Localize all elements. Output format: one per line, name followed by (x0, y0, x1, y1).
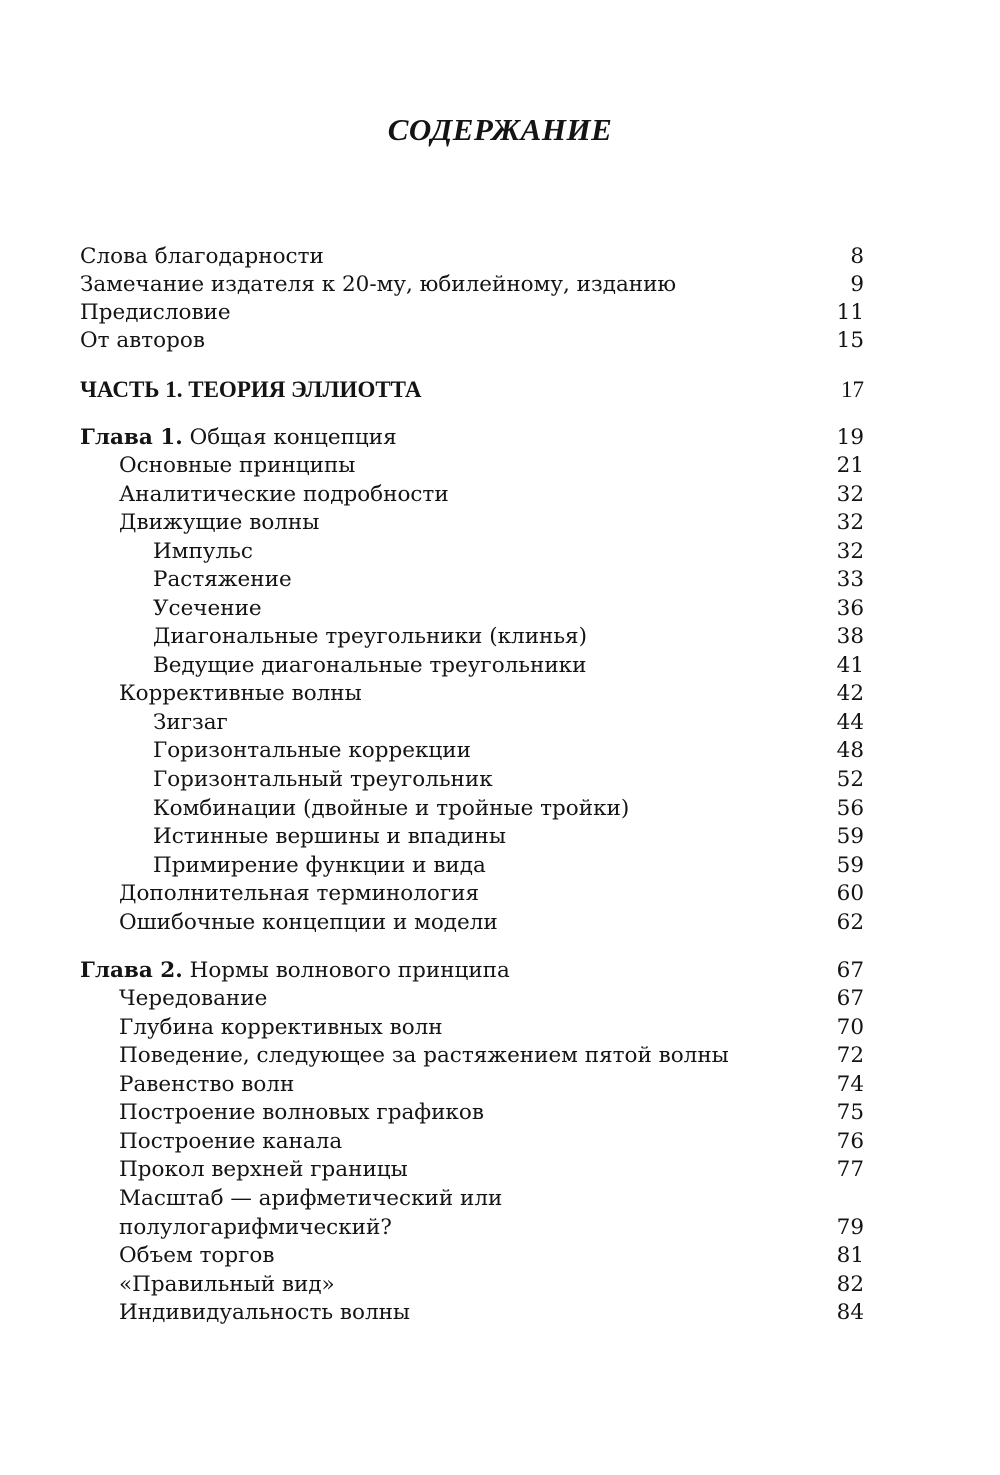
toc-entry-title: Импульс (153, 539, 253, 564)
toc-entry (80, 1042, 864, 1070)
toc-entry-title: Построение волновых графиков (119, 1100, 484, 1125)
toc-entry-title: Поведение, следующее за растяжением пятой волны (119, 1043, 729, 1068)
toc-entry-title: Слова благодарности (80, 244, 324, 269)
toc-entry-page: 33 (836, 567, 864, 592)
toc-entry-page: 60 (836, 881, 864, 906)
toc-entry-page: 32 (836, 482, 864, 507)
toc-entry (80, 243, 864, 271)
page-title: СОДЕРЖАНИЕ (387, 112, 613, 147)
toc-entry-page: 76 (836, 1129, 864, 1154)
toc-entry-title: Основные принципы (119, 453, 356, 478)
toc-entry-title: Объем торгов (119, 1243, 275, 1268)
toc-entry-title: Истинные вершины и впадины (153, 824, 506, 849)
toc-entry-title: Комбинации (двойные и тройные тройки) (153, 796, 630, 821)
toc-entry-title: Замечание издателя к 20-му, юбилейному, изданию (80, 272, 677, 297)
toc-entry-page: 48 (836, 738, 864, 763)
toc-entry-page: 44 (836, 710, 864, 735)
toc-entry-page: 17 (841, 377, 864, 402)
toc-entry-page: 82 (836, 1272, 864, 1297)
toc-entry-page: 8 (850, 244, 864, 269)
toc-entry-page: 41 (836, 653, 864, 678)
toc-entry-page: 21 (836, 453, 864, 478)
toc-entry (80, 481, 864, 509)
toc-entry (80, 271, 864, 299)
toc-entry-title: Примирение функции и вида (153, 853, 486, 878)
toc-entry-title: «Правильный вид» (119, 1272, 335, 1297)
toc-entry-page: 56 (836, 796, 864, 821)
toc-chapter-title (80, 424, 397, 452)
chapter-label: Глава 2. (80, 958, 183, 983)
toc-entry-page: 74 (836, 1072, 864, 1097)
toc-entry-title: Зигзаг (153, 710, 228, 735)
toc-entry-title: Построение канала (119, 1129, 343, 1154)
toc-entry (80, 795, 864, 823)
toc-chapter-heading (80, 957, 864, 985)
toc-entry (80, 709, 864, 737)
chapter-name: Нормы волнового принципа (182, 958, 510, 983)
toc-entry (80, 1156, 864, 1184)
toc-entry-page: 67 (836, 986, 864, 1011)
toc-entry (80, 595, 864, 623)
toc-entry-page: 62 (836, 910, 864, 935)
toc-entry (80, 823, 864, 851)
toc-entry-title: От авторов (80, 328, 205, 353)
chapter-label: Глава 1. (80, 425, 183, 450)
toc-entry (80, 909, 864, 937)
toc-entry-title: Равенство волн (119, 1072, 295, 1097)
toc-chapter-heading (80, 424, 864, 452)
toc-entry-title: Индивидуальность волны (119, 1300, 411, 1325)
toc-entry-page: 77 (836, 1157, 864, 1182)
toc-entry-page: 11 (836, 300, 864, 325)
toc-part-heading (80, 376, 864, 404)
toc-entry (80, 623, 864, 651)
toc-entry (80, 766, 864, 794)
toc-entry-title: Чередование (119, 986, 268, 1011)
toc-entry-title: Ошибочные концепции и модели (119, 910, 498, 935)
toc-entry (80, 452, 864, 480)
toc-entry (80, 566, 864, 594)
toc-entry-title: Ведущие диагональные треугольники (153, 653, 587, 678)
toc-entry (80, 509, 864, 537)
toc-entry (80, 1099, 864, 1127)
toc-entry (80, 1271, 864, 1299)
toc-chapter-title (80, 957, 510, 985)
toc-entry (80, 852, 864, 880)
toc-entry-title: Прокол верхней границы (119, 1157, 408, 1182)
toc-entry-page: 84 (836, 1300, 864, 1325)
toc-entry-page: 19 (836, 425, 864, 450)
toc-entry-page: 81 (836, 1243, 864, 1268)
toc-entry-page: 75 (836, 1100, 864, 1125)
toc-entry-title: Предисловие (80, 300, 231, 325)
toc-entry-page: 32 (836, 510, 864, 535)
toc-entry-page: 59 (836, 853, 864, 878)
toc-entry-page: 70 (836, 1015, 864, 1040)
toc-entry-page: 79 (836, 1215, 864, 1240)
toc-entry-title: Растяжение (153, 567, 292, 592)
toc-entry-title: Движущие волны (119, 510, 320, 535)
toc-entry (80, 680, 864, 708)
toc-entry-title: Глубина коррективных волн (119, 1015, 443, 1040)
toc-entry-title: Диагональные треугольники (клинья) (153, 624, 588, 649)
toc-entry-page: 72 (836, 1043, 864, 1068)
toc-entry (80, 737, 864, 765)
toc-entry-title: Аналитические подробности (119, 482, 449, 507)
toc-entry (80, 985, 864, 1013)
toc-entry-title: Коррективные волны (119, 681, 362, 706)
toc-entry-title: Горизонтальный треугольник (153, 767, 493, 792)
toc-entry-title: Дополнительная терминология (119, 881, 480, 906)
toc-entry-page: 59 (836, 824, 864, 849)
toc-entry-page: 38 (836, 624, 864, 649)
toc-entry-title: полулогарифмический? (119, 1215, 392, 1240)
toc-entry (80, 1299, 864, 1327)
toc-entry-page: 15 (836, 328, 864, 353)
toc-entry (80, 538, 864, 566)
toc-entry (80, 327, 864, 355)
toc-entry (80, 1071, 864, 1099)
toc-entry-page: 9 (850, 272, 864, 297)
chapter-name: Общая концепция (182, 425, 397, 450)
toc-entry (80, 1185, 864, 1213)
toc-entry-page: 42 (836, 681, 864, 706)
toc-entry (80, 299, 864, 327)
toc-part-title: ЧАСТЬ 1. ТЕОРИЯ ЭЛЛИОТТА (80, 377, 422, 402)
toc-entry (80, 1128, 864, 1156)
toc-entry-title: Усечение (153, 596, 262, 621)
toc-entry-title: Горизонтальные коррекции (153, 738, 471, 763)
toc-entry (80, 880, 864, 908)
toc-entry-page: 67 (836, 958, 864, 983)
toc-entry-page: 32 (836, 539, 864, 564)
toc-entry (80, 1214, 864, 1242)
toc-entry-title: Масштаб — арифметический или (119, 1186, 503, 1211)
toc-entry (80, 1242, 864, 1270)
toc-entry-page: 52 (836, 767, 864, 792)
toc-entry (80, 652, 864, 680)
toc-entry (80, 1014, 864, 1042)
toc-entry-page: 36 (836, 596, 864, 621)
